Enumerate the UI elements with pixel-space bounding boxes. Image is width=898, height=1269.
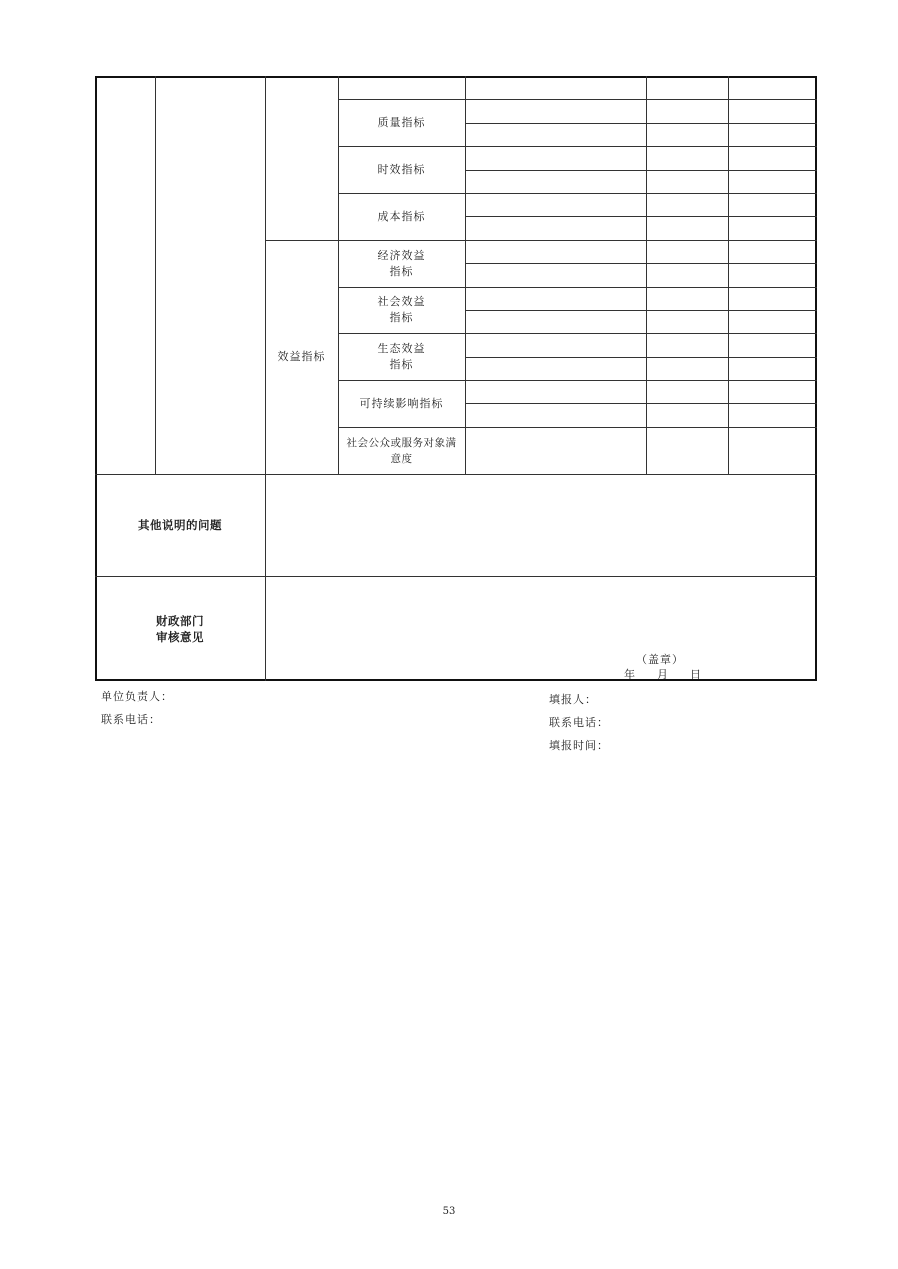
page-number: 53 <box>442 1206 456 1217</box>
table-line <box>465 216 817 217</box>
date-year: 年 <box>624 668 636 681</box>
finance-review-label: 财政部门 审核意见 <box>156 613 204 644</box>
indicator-quality: 质量指标 <box>377 115 426 129</box>
table-line <box>465 76 466 474</box>
date-month: 月 <box>657 668 669 681</box>
table-line <box>465 170 817 171</box>
date-day: 日 <box>690 668 702 681</box>
contact-phone-left-label: 联系电话： <box>101 713 161 726</box>
indicator-ecological-benefit: 生态效益 指标 <box>377 341 426 371</box>
indicator-sustainable-impact: 可持续影响指标 <box>359 396 444 410</box>
indicator-satisfaction: 社会公众或服务对象满 意度 <box>346 436 457 465</box>
indicator-cost: 成本指标 <box>377 209 426 223</box>
indicator-social-benefit: 社会效益 指标 <box>377 295 426 324</box>
filler-label: 填报人： <box>549 693 597 706</box>
benefit-category-label: 效益指标 <box>277 350 326 363</box>
table-line <box>646 76 647 474</box>
table-line <box>155 76 156 474</box>
table-line <box>465 357 817 358</box>
indicator-economic-benefit: 经济效益 指标 <box>377 248 426 278</box>
fill-time-label: 填报时间： <box>549 739 609 752</box>
table-line <box>465 310 817 311</box>
table-line <box>465 123 817 124</box>
other-notes-label: 其他说明的问题 <box>138 518 222 532</box>
table-line <box>728 76 729 474</box>
contact-phone-right-label: 联系电话： <box>549 716 609 729</box>
unit-leader-label: 单位负责人： <box>101 690 173 703</box>
seal-label: （盖章） <box>636 653 684 666</box>
table-line <box>465 403 817 404</box>
indicator-timeliness: 时效指标 <box>377 162 426 176</box>
table-line <box>465 263 817 264</box>
